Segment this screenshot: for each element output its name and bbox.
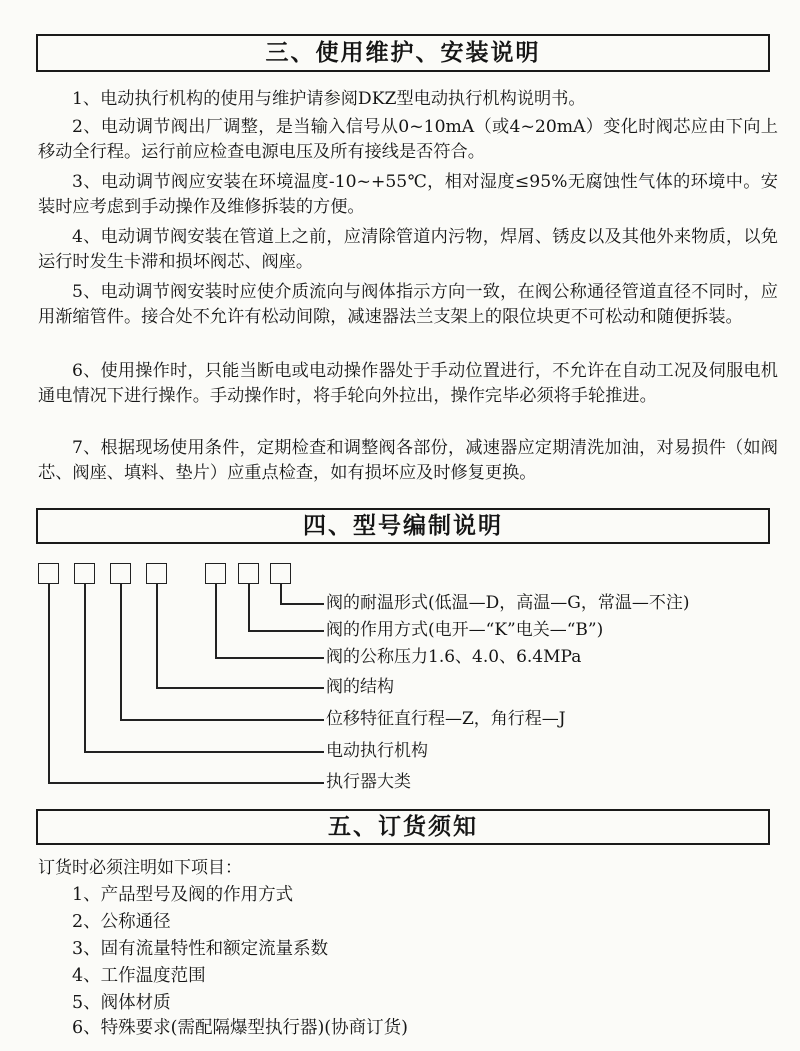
code-label-structure: 阀的结构 xyxy=(326,677,394,697)
leader-vline xyxy=(48,584,50,783)
order-item-6: 6、特殊要求(需配隔爆型执行器)(协商订货) xyxy=(72,1018,408,1038)
leader-hline xyxy=(84,751,324,753)
leader-hline xyxy=(248,630,324,632)
code-box-pressure xyxy=(205,563,226,584)
code-box-action xyxy=(238,563,259,584)
code-label-actuator: 电动执行机构 xyxy=(326,741,428,761)
code-label-temperature: 阀的耐温形式(低温—D，高温—G，常温—不注) xyxy=(326,593,690,613)
leader-hline xyxy=(48,782,324,784)
leader-vline xyxy=(84,584,86,752)
code-label-pressure: 阀的公称压力1.6、4.0、6.4MPa xyxy=(326,647,582,667)
leader-hline xyxy=(120,719,324,721)
maintenance-item-6: 6、使用操作时，只能当断电或电动操作器处于手动位置进行，不允许在自动工况及伺服电机通电情况下进行操作。手动操作时，将手轮向外拉出，操作完毕必须将手轮推进。 xyxy=(38,361,778,406)
section-4-title: 四、型号编制说明 xyxy=(36,508,770,544)
section-5-title: 五、订货须知 xyxy=(36,809,770,845)
code-label-stroke: 位移特征直行程—Z，角行程—J xyxy=(326,709,566,729)
leader-hline xyxy=(280,603,324,605)
order-item-4: 4、工作温度范围 xyxy=(72,966,206,986)
leader-vline xyxy=(120,584,122,720)
code-box-actuator xyxy=(74,563,95,584)
leader-vline xyxy=(280,584,282,604)
leader-hline xyxy=(215,657,324,659)
maintenance-item-2: 2、电动调节阀出厂调整，是当输入信号从0~10mA（或4~20mA）变化时阀芯应由下向上移动全行程。运行前应检查电源电压及所有接线是否符合。 xyxy=(38,117,778,162)
order-item-1: 1、产品型号及阀的作用方式 xyxy=(72,885,294,905)
leader-hline xyxy=(156,687,324,689)
maintenance-item-3: 3、电动调节阀应安装在环境温度-10~+55℃，相对湿度≤95%无腐蚀性气体的环境中。安装时应考虑到手动操作及维修拆装的方便。 xyxy=(38,172,778,217)
maintenance-item-1: 1、电动执行机构的使用与维护请参阅DKZ型电动执行机构说明书。 xyxy=(72,89,586,109)
code-box-temperature xyxy=(270,563,291,584)
code-box-stroke xyxy=(110,563,131,584)
leader-vline xyxy=(156,584,158,688)
leader-vline xyxy=(215,584,217,658)
maintenance-item-7: 7、根据现场使用条件，定期检查和调整阀各部份，减速器应定期清洗加油，对易损件（如阀芯、阀座、填料、垫片）应重点检查，如有损坏应及时修复更换。 xyxy=(38,438,778,483)
maintenance-item-5: 5、电动调节阀安装时应使介质流向与阀体指示方向一致，在阀公称通径管道直径不同时，应用渐缩管件。接合处不允许有松动间隙，减速器法兰支架上的限位块更不可松动和随便拆装。 xyxy=(38,282,778,327)
code-box-category xyxy=(38,563,59,584)
code-box-structure xyxy=(146,563,167,584)
code-label-action: 阀的作用方式(电开—“K”电关—“B”) xyxy=(326,620,604,640)
order-item-2: 2、公称通径 xyxy=(72,912,171,932)
code-label-category: 执行器大类 xyxy=(326,772,411,792)
section-3-title: 三、使用维护、安装说明 xyxy=(36,34,770,72)
order-item-3: 3、固有流量特性和额定流量系数 xyxy=(72,939,329,959)
order-intro: 订货时必须注明如下项目： xyxy=(38,858,242,878)
order-item-5: 5、阀体材质 xyxy=(72,993,171,1013)
maintenance-item-4: 4、电动调节阀安装在管道上之前，应清除管道内污物，焊屑、锈皮以及其他外来物质，以免运行时发生卡滞和损坏阀芯、阀座。 xyxy=(38,227,778,272)
leader-vline xyxy=(248,584,250,631)
